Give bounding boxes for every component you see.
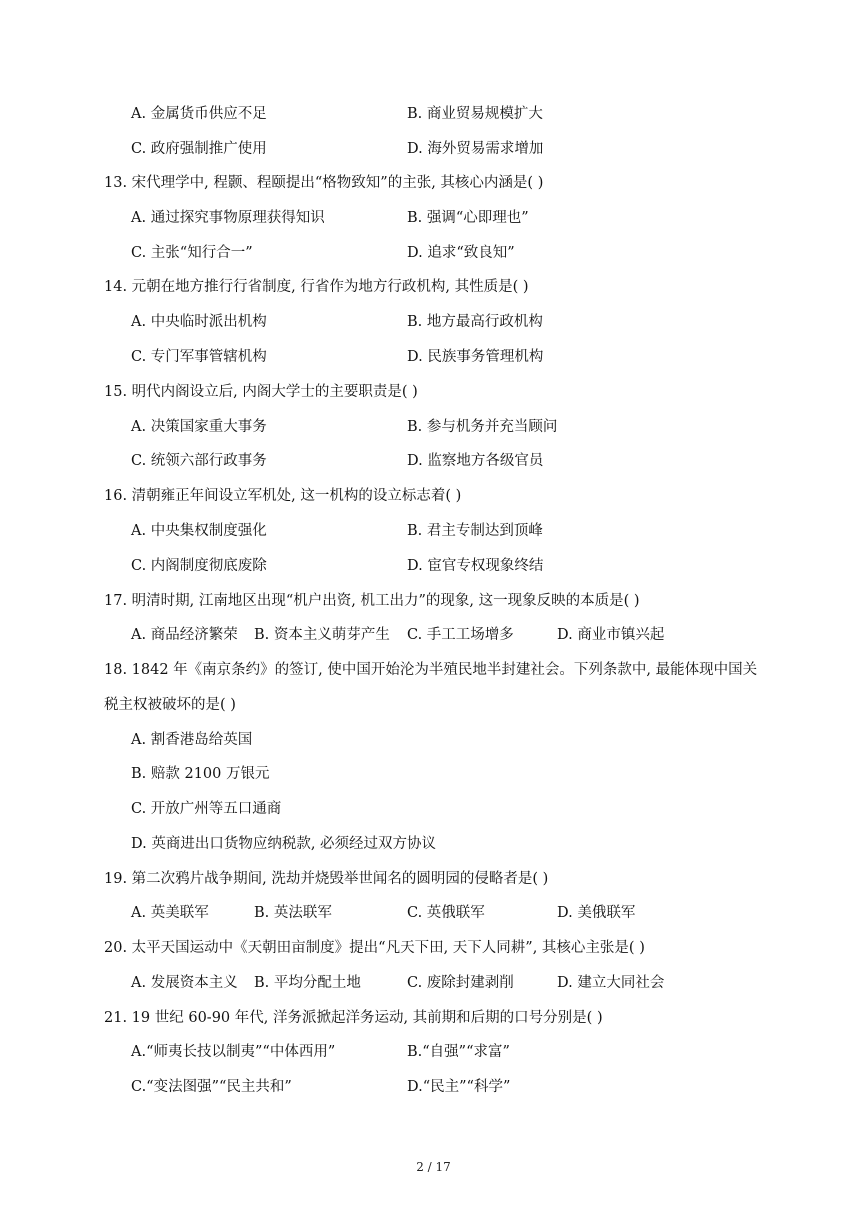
option-b: B. 资本主义萌芽产生 bbox=[254, 627, 390, 643]
question-14-stem: 14. 元朝在地方推行行省制度, 行省作为地方行政机构, 其性质是( ) bbox=[104, 279, 529, 295]
option-d: D. 英商进出口货物应纳税款, 必须经过双方协议 bbox=[131, 836, 437, 852]
option-c: C. 主张“知行合一” bbox=[131, 245, 253, 261]
option-d: D. 宦官专权现象终结 bbox=[407, 558, 544, 574]
question-20-stem: 20. 太平天国运动中《天朝田亩制度》提出“凡天下田, 天下人同耕”, 其核心主张是( ) bbox=[104, 940, 645, 956]
option-a: A. 英美联军 bbox=[131, 905, 209, 921]
option-a: A. 决策国家重大事务 bbox=[131, 419, 267, 435]
option-a: A. 商品经济繁荣 bbox=[131, 627, 238, 643]
option-b: B. 地方最高行政机构 bbox=[407, 314, 543, 330]
option-c: C. 统领六部行政事务 bbox=[131, 453, 267, 469]
option-a: A. 金属货币供应不足 bbox=[131, 106, 267, 122]
option-a: A.“师夷长技以制夷”“中体西用” bbox=[131, 1044, 336, 1060]
option-d: D.“民主”“科学” bbox=[407, 1079, 511, 1095]
option-b: B. 英法联军 bbox=[254, 905, 332, 921]
option-d: D. 民族事务管理机构 bbox=[407, 349, 544, 365]
question-16-stem: 16. 清朝雍正年间设立军机处, 这一机构的设立标志着( ) bbox=[104, 488, 462, 504]
option-d: D. 建立大同社会 bbox=[557, 975, 665, 991]
option-c: C. 开放广州等五口通商 bbox=[131, 801, 282, 817]
option-b: B. 商业贸易规模扩大 bbox=[407, 106, 543, 122]
option-b: B. 君主专制达到顶峰 bbox=[407, 523, 543, 539]
option-a: A. 中央临时派出机构 bbox=[131, 314, 267, 330]
question-21-stem: 21. 19 世纪 60-90 年代, 洋务派掀起洋务运动, 其前期和后期的口号分别是( ) bbox=[104, 1010, 603, 1026]
option-a: A. 通过探究事物原理获得知识 bbox=[131, 210, 325, 226]
option-c: C. 废除封建剥削 bbox=[407, 975, 514, 991]
option-c: C.“变法图强”“民主共和” bbox=[131, 1079, 292, 1095]
option-b: B. 平均分配土地 bbox=[254, 975, 361, 991]
question-13-stem: 13. 宋代理学中, 程颢、程颐提出“格物致知”的主张, 其核心内涵是( ) bbox=[104, 175, 544, 191]
question-19-stem: 19. 第二次鸦片战争期间, 洗劫并烧毁举世闻名的圆明园的侵略者是( ) bbox=[104, 871, 549, 887]
option-c: C. 英俄联军 bbox=[407, 905, 485, 921]
option-d: D. 追求“致良知” bbox=[407, 245, 515, 261]
question-15-stem: 15. 明代内阁设立后, 内阁大学士的主要职责是( ) bbox=[104, 384, 418, 400]
option-b: B. 赔款 2100 万银元 bbox=[131, 766, 270, 782]
option-a: A. 割香港岛给英国 bbox=[131, 732, 253, 748]
option-a: A. 发展资本主义 bbox=[131, 975, 238, 991]
option-c: C. 专门军事管辖机构 bbox=[131, 349, 267, 365]
option-b: B. 强调“心即理也” bbox=[407, 210, 529, 226]
option-c: C. 内阁制度彻底废除 bbox=[131, 558, 267, 574]
option-c: C. 手工工场增多 bbox=[407, 627, 514, 643]
option-a: A. 中央集权制度强化 bbox=[131, 523, 267, 539]
question-18-stem-line-1: 18. 1842 年《南京条约》的签订, 使中国开始沦为半殖民地半封建社会。下列条款中, 最能体现中国关 bbox=[104, 662, 758, 678]
page-number: 2 / 17 bbox=[416, 1160, 451, 1174]
option-b: B.“自强”“求富” bbox=[407, 1044, 510, 1060]
option-d: D. 海外贸易需求增加 bbox=[407, 141, 544, 157]
question-17-stem: 17. 明清时期, 江南地区出现“机户出资, 机工出力”的现象, 这一现象反映的本质是( ) bbox=[104, 593, 640, 609]
option-d: D. 监察地方各级官员 bbox=[407, 453, 544, 469]
question-18-stem-line-2: 税主权被破坏的是( ) bbox=[104, 697, 236, 713]
option-b: B. 参与机务并充当顾问 bbox=[407, 419, 558, 435]
option-c: C. 政府强制推广使用 bbox=[131, 141, 267, 157]
option-d: D. 商业市镇兴起 bbox=[557, 627, 665, 643]
option-d: D. 美俄联军 bbox=[557, 905, 636, 921]
